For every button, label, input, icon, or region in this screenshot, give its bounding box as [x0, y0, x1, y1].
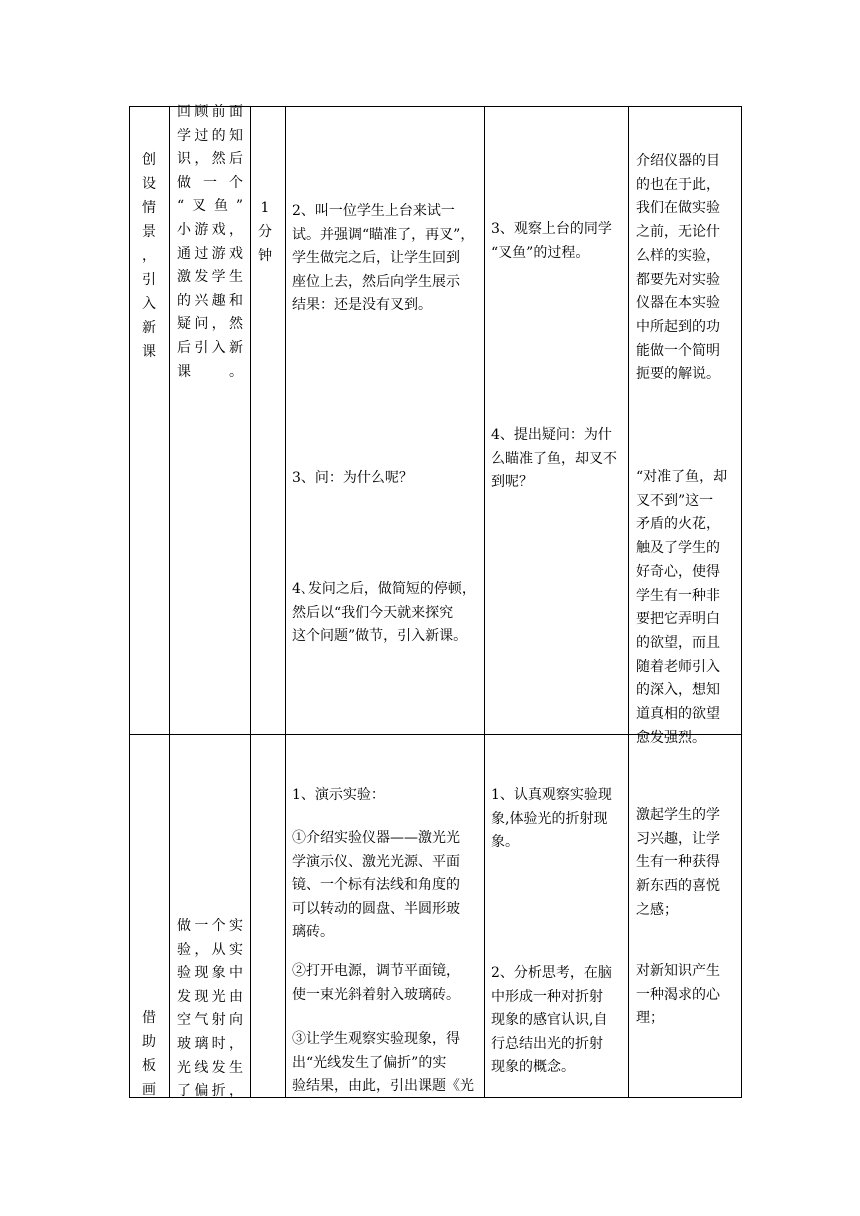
teacher-activity-1c: ③让学生观察实验现象，得 出“光线发生了偏折”的实 验结果，由此，引出课题《光 — [292, 1031, 474, 1094]
design-intent-1: 介绍仪器的目 的也在于此， 我们在做实验 之前，无论什 么样的实验， 都要先对实验 仪器在本实验 中所起到的功 能做一个简明 扼要的解说。 — [636, 153, 720, 383]
student-activity-3: 3、观察上台的同学 “叉鱼”的过程。 — [491, 221, 612, 261]
design-intent-1: 激起学生的学 习兴趣，让学 生有一种获得 新东西的喜悦 之感； — [636, 807, 720, 918]
teacher-activity-1a: ①介绍实验仪器——激光光 学演示仪、激光光源、平面 镜、一个标有法线和角度的 可以转动的圆盘、半圆形玻 璃砖。 — [292, 830, 460, 940]
student-activity-4: 4、提出疑问：为什 么瞄准了鱼，却叉不 到呢？ — [491, 427, 617, 490]
column-divider — [285, 106, 286, 1098]
time-cell: 1 分 钟 — [258, 200, 272, 264]
teacher-activity-1: 1、演示实验： — [292, 787, 385, 803]
stage-cell: 创 设 情 景 ， 引 入 新 课 — [142, 152, 156, 360]
teacher-activity-1b: ②打开电源，调节平面镜， 使一束光斜着射入玻璃砖。 — [292, 963, 460, 1003]
column-divider — [484, 106, 485, 1098]
column-divider — [169, 106, 170, 1098]
teacher-activity-2: 2、叫一位学生上台来试一 试。并强调“瞄准了，再叉”， 学生做完之后，让学生回到 座位上去，然后向学生展示 结果：还是没有叉到。 — [292, 203, 475, 313]
objective-cell: 做一个实 验，从实 验现象中 发现光由 空气射向 玻璃时， 光线发生 了偏折， — [177, 918, 243, 1100]
column-divider — [250, 106, 251, 1098]
teacher-activity-4: 4､发问之后，做简短的停顿， 然后以“我们今天就来探究 这个问题”做节，引入新课。 — [292, 581, 476, 644]
teacher-activity-3: 3、问：为什么呢？ — [292, 470, 413, 486]
column-divider — [628, 106, 629, 1098]
design-intent-2: 对新知识产生 一种渴求的心 理； — [636, 963, 720, 1027]
objective-cell: 回顾前面 学过的知 识，然后 做 一 个 “叉鱼” 小游戏， 通过游戏 激发学生 的兴趣和 疑问，然 后引入新 课。 — [177, 104, 243, 380]
student-activity-1: 1、认真观察实验现 象,体验光的折射现 象。 — [491, 787, 612, 850]
design-intent-2: “对准了鱼，却 叉不到”这一 矛盾的火花， 触及了学生的 好奇心，使得 学生有一种非 要把它弄明白 的欲望，而且 随着老师引入 的深入，想知 道真相的欲望 愈发强烈。 — [636, 469, 728, 746]
student-activity-2: 2、分析思考，在脑 中形成一种对折射 现象的感官认识,自 行总结出光的折射 现象的概念。 — [491, 965, 612, 1075]
stage-cell: 借 助 板 画 — [142, 1010, 156, 1098]
